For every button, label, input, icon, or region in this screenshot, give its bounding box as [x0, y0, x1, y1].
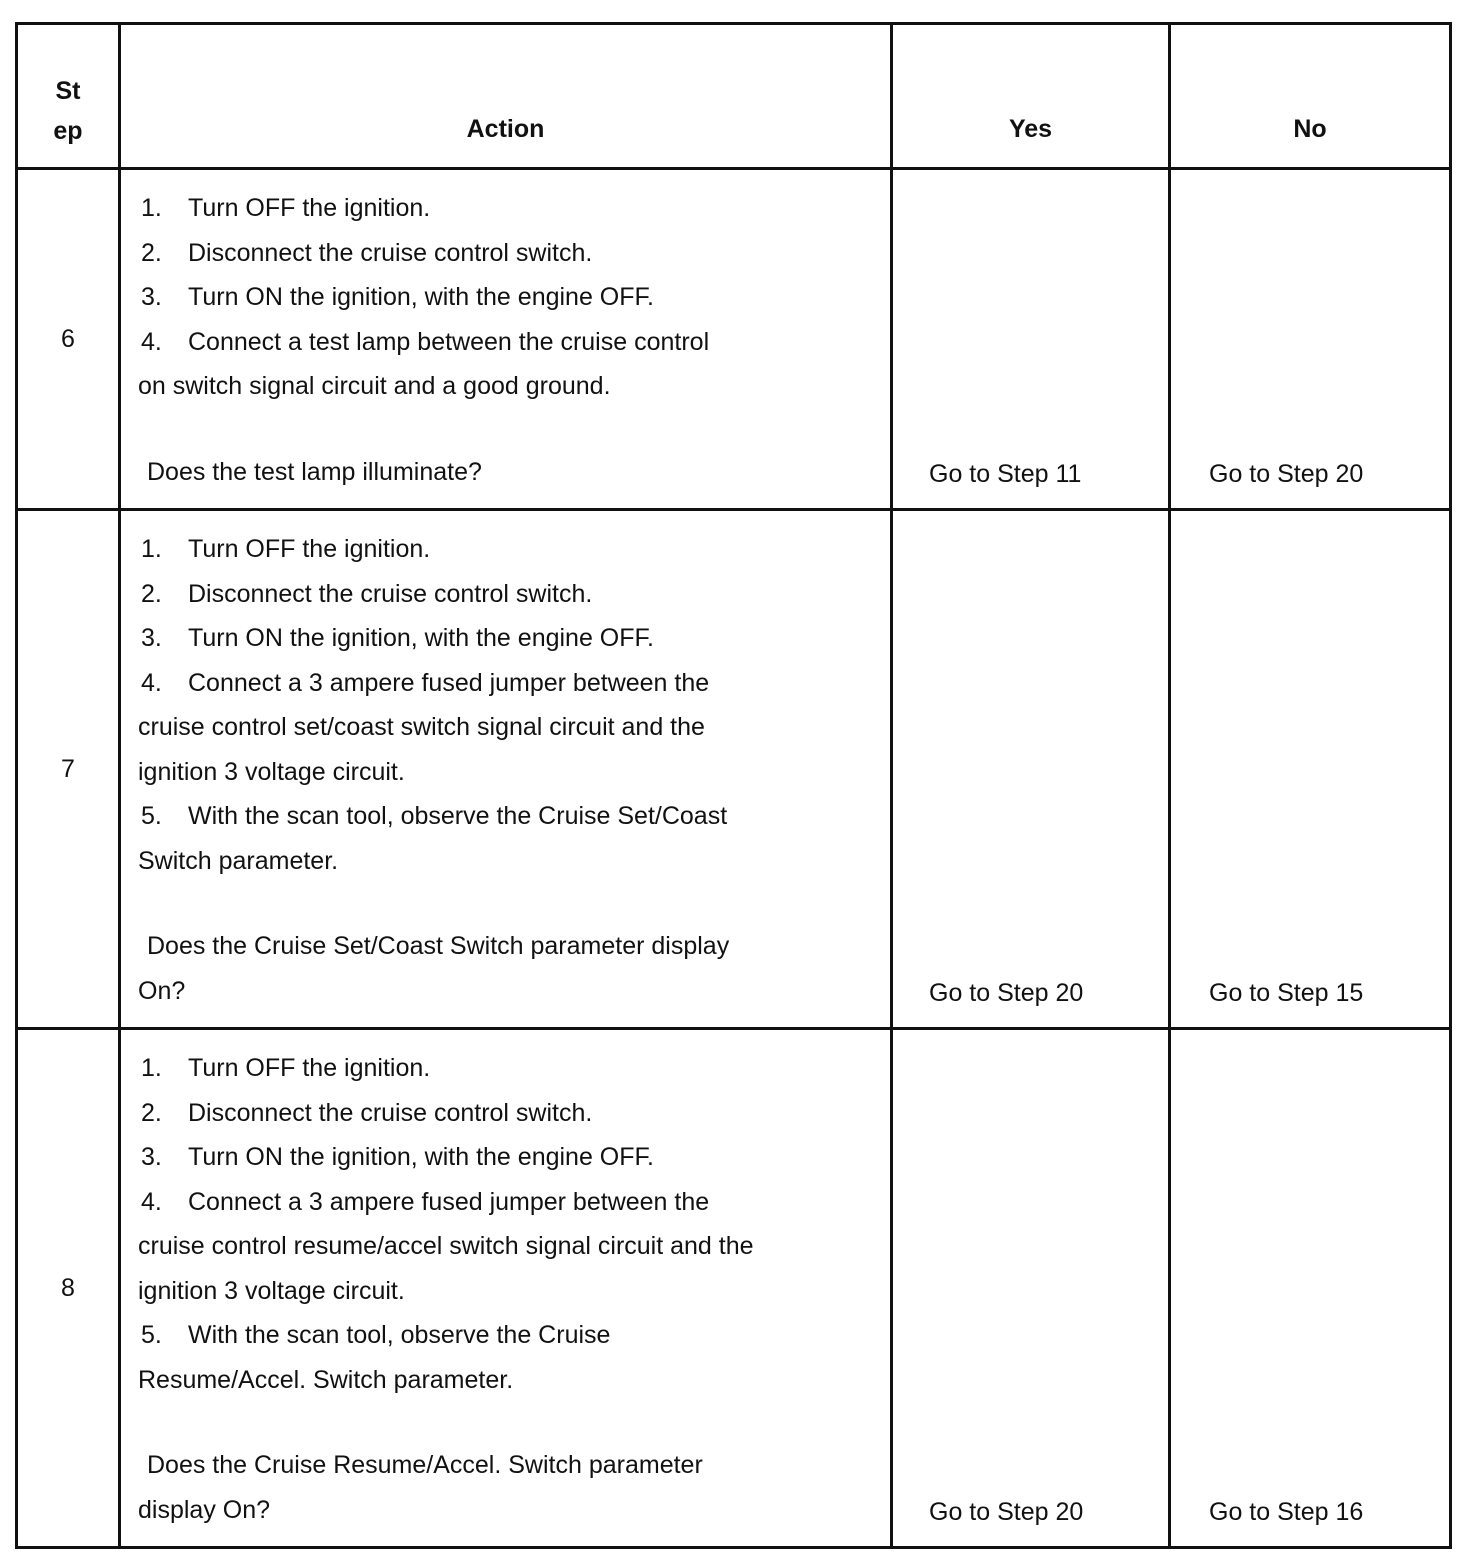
action-line: 3. Turn ON the ignition, with the engine OFF.	[141, 283, 654, 311]
action-line: 5. With the scan tool, observe the Cruise	[141, 1321, 611, 1349]
action-question: Does the test lamp illuminate?	[147, 457, 482, 486]
table-row-step-8	[17, 1029, 1451, 1548]
header-action: Action	[120, 24, 892, 169]
action-line: 2. Disconnect the cruise control switch.	[141, 238, 593, 267]
yes-result: Go to Step 11	[892, 169, 1170, 510]
table-header-row	[17, 24, 1451, 169]
diagnostic-table	[15, 22, 1452, 1549]
action-line: 2. Disconnect the cruise control switch.	[141, 579, 593, 608]
step-number: 7	[17, 510, 120, 1029]
action-line-continued: ignition 3 voltage circuit.	[138, 757, 405, 786]
header-yes: Yes	[892, 24, 1170, 169]
header-step-line2: ep	[53, 117, 83, 145]
yes-result: Go to Step 20	[892, 510, 1170, 1029]
action-cell	[120, 169, 892, 510]
action-line: 1. Turn OFF the ignition.	[141, 194, 431, 222]
table-row-step-6	[17, 169, 1451, 510]
action-line-continued: cruise control resume/accel switch signal circuit and the	[138, 1232, 754, 1260]
action-line: 2. Disconnect the cruise control switch.	[141, 1098, 593, 1127]
action-line: 5. With the scan tool, observe the Cruise Set/Coast	[141, 802, 728, 830]
action-line: 3. Turn ON the ignition, with the engine OFF.	[141, 624, 654, 652]
action-line: 3. Turn ON the ignition, with the engine OFF.	[141, 1143, 654, 1171]
action-cell	[120, 1029, 892, 1548]
action-question: Does the Cruise Resume/Accel. Switch parameter	[147, 1451, 703, 1479]
no-result: Go to Step 15	[1170, 510, 1451, 1029]
yes-result: Go to Step 20	[892, 1029, 1170, 1548]
table-row-step-7	[17, 510, 1451, 1029]
action-line-continued: Switch parameter.	[138, 846, 339, 875]
action-line: 1. Turn OFF the ignition.	[141, 1054, 431, 1082]
action-question-continued: On?	[138, 976, 186, 1005]
action-line-continued: Resume/Accel. Switch parameter.	[138, 1365, 514, 1394]
action-cell	[120, 510, 892, 1029]
action-line: 1. Turn OFF the ignition.	[141, 535, 431, 563]
action-line: 4. Connect a 3 ampere fused jumper between the	[141, 1187, 710, 1216]
action-line-continued: cruise control set/coast switch signal circuit and the	[138, 713, 705, 741]
step-number: 8	[17, 1029, 120, 1548]
action-line: 4. Connect a test lamp between the cruise control	[141, 327, 710, 356]
step-number: 6	[17, 169, 120, 510]
header-step	[17, 24, 120, 169]
action-line: 4. Connect a 3 ampere fused jumper between the	[141, 668, 710, 697]
header-step-line1: St	[55, 77, 81, 105]
action-line-continued: ignition 3 voltage circuit.	[138, 1276, 405, 1305]
no-result: Go to Step 20	[1170, 169, 1451, 510]
action-question: Does the Cruise Set/Coast Switch parameter display	[147, 932, 730, 960]
action-question-continued: display On?	[138, 1495, 271, 1524]
no-result: Go to Step 16	[1170, 1029, 1451, 1548]
header-no: No	[1170, 24, 1451, 169]
action-line-continued: on switch signal circuit and a good ground.	[138, 372, 611, 400]
